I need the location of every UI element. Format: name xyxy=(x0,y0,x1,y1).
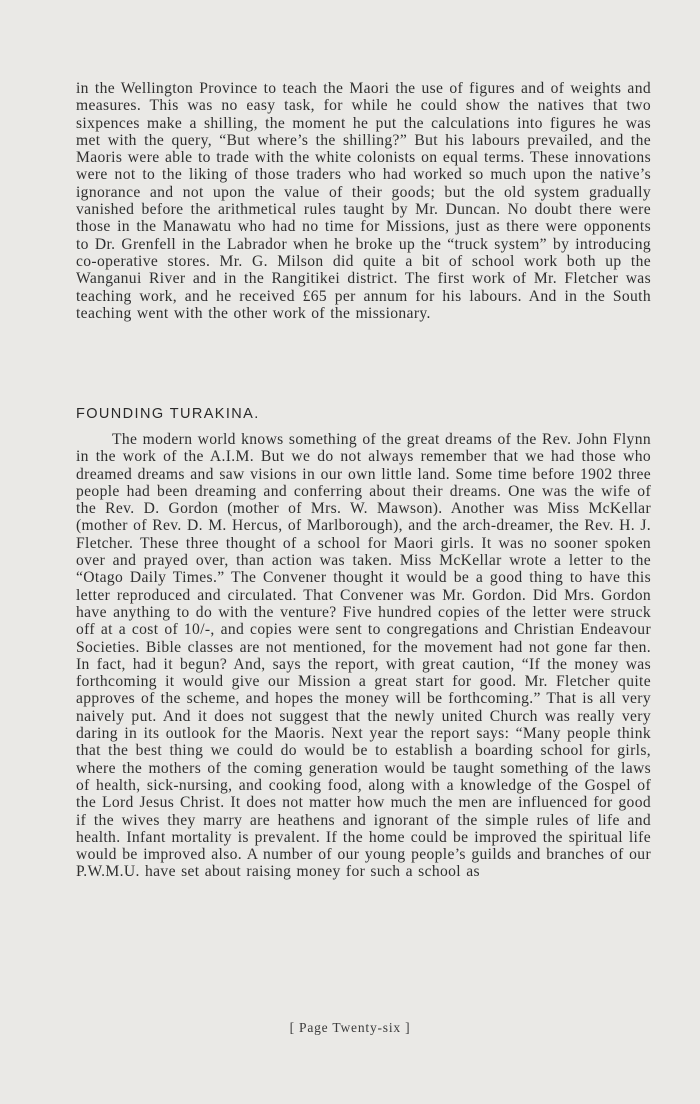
paragraph-founding-turakina: The modern world knows something of the great dreams of the Rev. John Flynn in the work of the A.I.M. But we do not always remember that we had those who dreamed dreams and saw visions in our own little land. Some time before 1902 three people had been dreaming and conferring about their dreams. One was the wife of the Rev. D. Gordon (mother of Mrs. W. Mawson). Another was Miss McKellar (mother of Rev. D. M. Hercus, of Marlborough), and the arch-dreamer, the Rev. H. J. Fletcher. These three thought of a school for Maori girls. It was no sooner spoken over and prayed over, than action was taken. Miss McKellar wrote a letter to the “Otago Daily Times.” The Convener thought it would be a good thing to have this letter reproduced and circulated. That Convener was Mr. Gordon. Did Mrs. Gordon have anything to do with the venture? Five hundred copies of the letter were struck off at a cost of 10/-, and copies were sent to congregations and Christian Endeavour Societies. Bible classes are not mentioned, for the movement had not gone far then. In fact, had it begun? And, says the report, with great caution, “If the money was forthcoming it would give our Mission a great start for good. Mr. Fletcher quite approves of the scheme, and hopes the money will be forthcoming.” That is all very naively put. And it does not suggest that the newly united Church was really very daring in its outlook for the Maoris. Next year the report says: “Many people think that the best thing we could do would be to establish a boarding school for girls, where the mothers of the coming generation would be taught something of the laws of health, sick-nursing, and cooking food, along with a knowledge of the Gospel of the Lord Jesus Christ. It does not matter how much the men are influenced for good if the wives they marry are heathens and ignorant of the simple rules of life and health. Infant mortality is prevalent. If the home could be improved the spiritual life would be improved also. A number of our young people’s guilds and branches of our P.W.M.U. have set about raising money for such a school as xyxy=(76,431,651,881)
section-heading: FOUNDING TURAKINA. xyxy=(76,406,260,422)
body-text-main xyxy=(76,431,651,881)
page-number-footer: [ Page Twenty-six ] xyxy=(289,1020,411,1035)
paragraph-continued: in the Wellington Province to teach the Maori the use of figures and of weights and measures. This was no easy task, for while he could show the natives that two sixpences make a shilling, the moment he put the calculations into figures he was met with the query, “But where’s the shilling?” But his labours prevailed, and the Maoris were able to trade with the white colonists on equal terms. These innovations were not to the liking of those traders who had worked so much upon the native’s ignorance and not upon the value of their goods; but the old system gradually vanished before the arithmetical rules taught by Mr. Duncan. No doubt there were those in the Manawatu who had no time for Missions, just as there were opponents to Dr. Grenfell in the Labrador when he broke up the “truck system” by introducing co-operative stores. Mr. G. Milson did quite a bit of school work both up the Wanganui River and in the Rangitikei district. The first work of Mr. Fletcher was teaching work, and he received £65 per annum for his labours. And in the South teaching went with the other work of the missionary. xyxy=(76,80,651,322)
body-text-top xyxy=(76,80,651,322)
